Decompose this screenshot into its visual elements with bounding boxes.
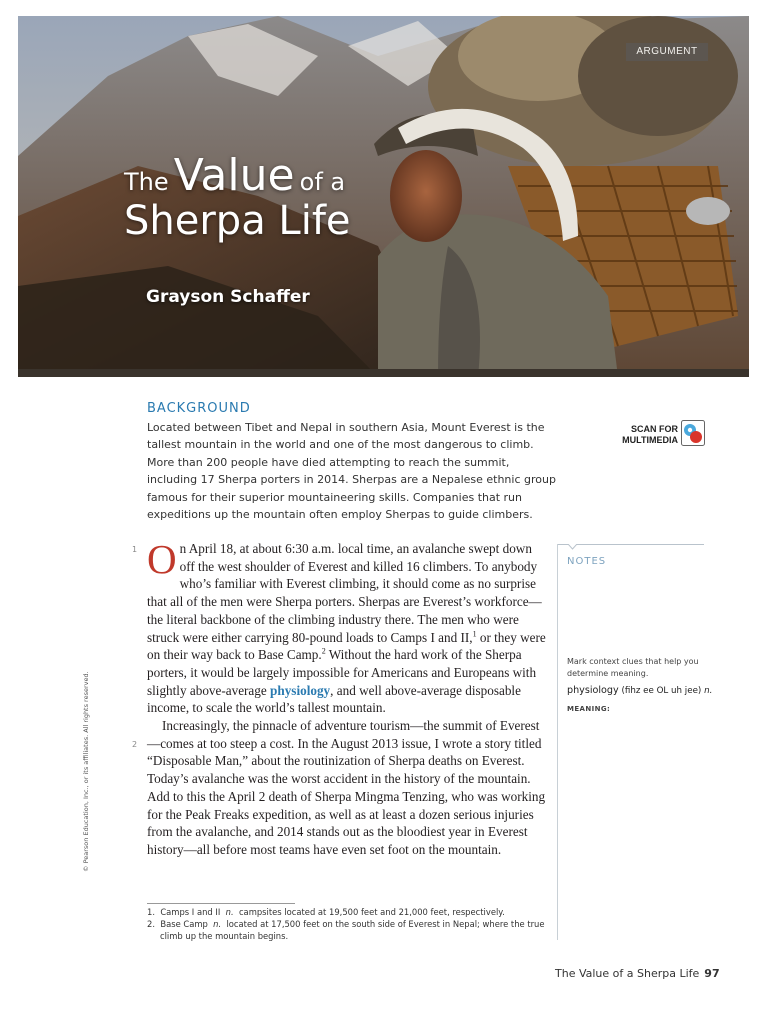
footnote-1: 1. Camps I and II n. campsites located at 19,500 feet and 21,000 feet, respectively. [147, 907, 505, 917]
footer-title: The Value of a Sherpa Life [555, 967, 700, 980]
paragraph-2: Increasingly, the pinnacle of adventure tourism—the summit of Everest—comes at too steep a cost. In the August 2013 issue, I wrote a story titled “Disposable Man,” about the routinization of Sherpa deaths on Everest. Today’s avalanche was the worst accident in the history of the mountain. Add to this the April 2 death of Sherpa Mingma Tenzing, who was working for the Peak Freaks expedition, as well as at least a dozen serious injuries from the avalanche, and 2014 stands out as the bloodiest year in Everest history—all before most teams have even set foot on the mountain. [147, 718, 546, 857]
article-body [147, 536, 546, 859]
copyright-text: © Pearson Education, Inc., or its affiliates. All rights reserved. [82, 671, 90, 872]
footnote-ref-2[interactable]: 2 [321, 646, 326, 656]
notes-top-rule [557, 544, 704, 545]
paragraph-number-2: 2 [132, 740, 138, 749]
footnotes [147, 906, 547, 942]
scan-line1: SCAN FOR [631, 424, 678, 434]
notes-caret-icon [568, 544, 577, 550]
notes-prompt: Mark context clues that help you determine meaning. [567, 657, 699, 678]
background-text: Located between Tibet and Nepal in southern Asia, Mount Everest is the tallest mountain in the world and one of the most dangerous to climb. More than 200 people have died attempting to reach the summit, including 17 Sherpa porters in 2014. Sherpas are a Nepalese ethnic group famous for their superior mountaineering skills. Companies that run expeditions up the mountain often employ Sherpas to guide climbers. [147, 421, 556, 522]
notes-label: NOTES [567, 556, 607, 567]
author-name: Grayson Schaffer [146, 287, 310, 307]
background-heading: BACKGROUND [147, 401, 251, 416]
genre-tag: ARGUMENT [626, 43, 708, 61]
hero-bottom-bar [18, 369, 749, 377]
page-footer [555, 967, 720, 980]
title-the: The [124, 168, 169, 196]
notes-meaning-field[interactable]: MEANING: [567, 705, 611, 713]
footnote-divider [147, 903, 295, 904]
scan-for-multimedia[interactable] [616, 424, 678, 446]
multimedia-scan-icon[interactable] [681, 420, 705, 446]
footnote-ref-1[interactable]: 1 [472, 629, 477, 639]
title-sherpa-life: Sherpa Life [124, 198, 351, 244]
footnote-2: 2. Base Camp n. located at 17,500 feet on the south side of Everest in Nepal; where the true climb up the mountain begins. [147, 919, 545, 941]
notes-vocab-entry [567, 685, 712, 696]
vocab-word-physiology[interactable]: physiology [270, 682, 331, 698]
paragraph-1: On April 18, at about 6:30 a.m. local time, an avalanche swept down off the west shoulder of Everest and killed 16 climbers. To anybody who’s familiar with Everest climbing, it should come as no surprise that all of the men were Sherpa porters. Sherpas are Everest’s workforce—the literal backbone of the climbing industry there. The men who were struck were either carrying 80-pound loads to Camps I and II,$^1$ or they were on their way back to Base Camp.$^2$ Without the hard work of the Sherpa porters, it would be largely impossible for Americans and Europeans with slightly above-average physiology, and well above-average disposable income, to scale the world’s tallest mountain. [147, 536, 546, 716]
page-title [124, 150, 351, 244]
scan-line2: MULTIMEDIA [622, 435, 678, 445]
title-of-a: of a [299, 168, 346, 196]
notes-pronunciation: (fihz ee OL uh jee) [621, 686, 702, 696]
page-number: 97 [704, 967, 720, 980]
notes-divider [557, 544, 558, 940]
notes-word: physiology [567, 685, 619, 696]
drop-cap: O [147, 536, 177, 582]
paragraph-number-1: 1 [132, 545, 138, 554]
notes-pos: n. [704, 686, 713, 696]
title-value: Value [173, 150, 295, 201]
